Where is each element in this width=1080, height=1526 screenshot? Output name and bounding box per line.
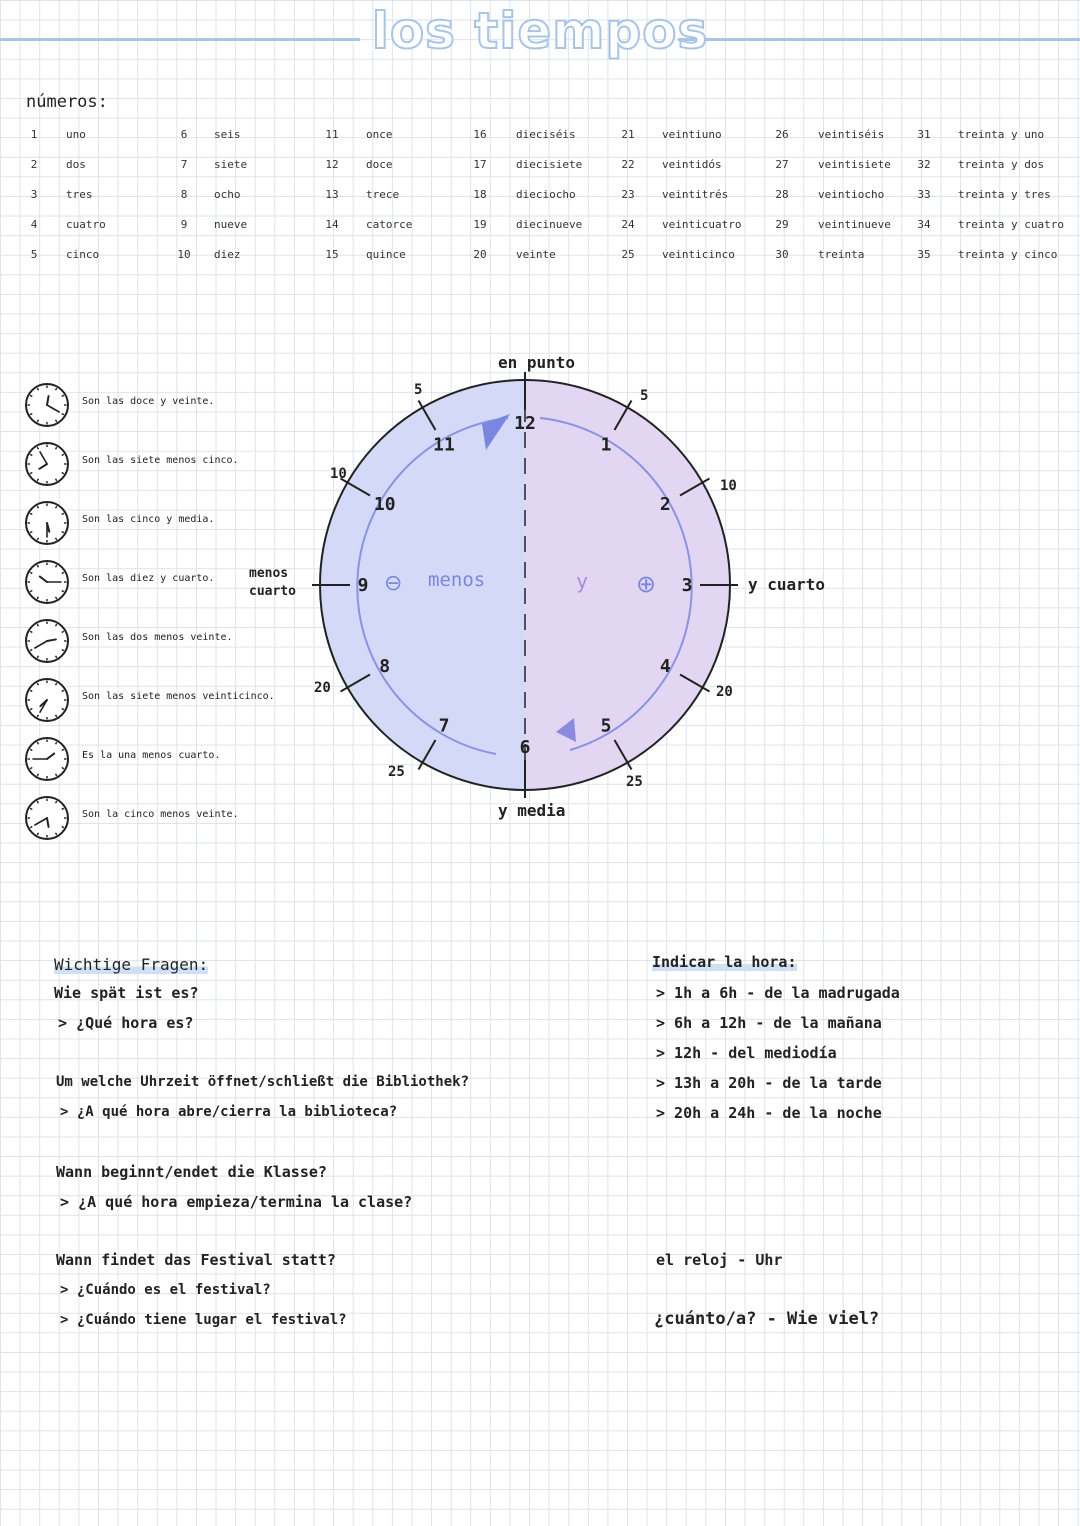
clock-icon (24, 559, 70, 605)
numbers-heading: números: (26, 92, 108, 112)
minus-sign: ⊖ (384, 571, 403, 596)
number-digit: 8 (180, 188, 188, 201)
number-word: veintiséis (818, 128, 885, 141)
label-cuarto: cuarto (249, 584, 296, 599)
hour-label: 1 (600, 434, 612, 456)
number-word: quince (366, 248, 406, 261)
number-word: veinticuatro (662, 218, 742, 231)
clock-icon (24, 736, 70, 782)
number-word: catorce (366, 218, 413, 231)
number-word: cuatro (66, 218, 106, 231)
number-digit: 11 (325, 128, 339, 141)
number-word: trece (366, 188, 400, 201)
q3-de: Wann beginnt/endet die Klasse? (56, 1163, 327, 1181)
hour-label: 5 (600, 715, 612, 737)
number-digit: 6 (180, 128, 188, 141)
hour-label: 6 (519, 737, 531, 758)
number-digit: 7 (180, 158, 188, 171)
number-word: siete (214, 158, 248, 171)
min-5-left: 5 (414, 382, 423, 398)
q4-es1: > ¿Cuándo es el festival? (60, 1282, 271, 1298)
number-digit: 15 (325, 248, 339, 261)
hour-label: 3 (681, 575, 693, 596)
vocab-reloj: el reloj - Uhr (656, 1251, 783, 1269)
minus-half (320, 380, 525, 790)
label-menos: menos (249, 566, 289, 581)
clock-icon (24, 500, 70, 546)
min-5-right: 5 (640, 388, 649, 404)
number-word: seis (214, 128, 241, 141)
number-digit: 28 (775, 188, 789, 201)
indicar-line: > 6h a 12h - de la mañana (656, 1014, 882, 1032)
min-20-left: 20 (314, 680, 331, 696)
min-20-right: 20 (716, 684, 733, 700)
number-digit: 31 (917, 128, 931, 141)
number-digit: 25 (621, 248, 635, 261)
q4-de: Wann findet das Festival statt? (56, 1251, 336, 1269)
clock-icon (24, 795, 70, 841)
clock-text: Son las siete menos veinticinco. (82, 691, 275, 702)
hour-label: 12 (514, 413, 536, 434)
number-word: diecisiete (516, 158, 583, 171)
number-word: veintisiete (818, 158, 891, 171)
number-word: veintiocho (818, 188, 885, 201)
questions-heading: Wichtige Fragen: (54, 955, 209, 974)
number-word: veinte (516, 248, 556, 261)
number-word: diecinueve (516, 218, 583, 231)
number-digit: 14 (325, 218, 339, 231)
min-10-left: 10 (330, 466, 347, 482)
number-word: veintinueve (818, 218, 891, 231)
number-digit: 21 (621, 128, 635, 141)
number-digit: 13 (325, 188, 339, 201)
number-digit: 33 (917, 188, 931, 201)
clock-text: Son las diez y cuarto. (82, 573, 215, 584)
number-word: treinta (818, 248, 865, 261)
number-digit: 24 (621, 218, 635, 231)
number-digit: 1 (30, 128, 38, 141)
indicar-line: > 20h a 24h - de la noche (656, 1104, 882, 1122)
number-digit: 35 (917, 248, 931, 261)
number-word: tres (66, 188, 93, 201)
number-digit: 29 (775, 218, 789, 231)
label-en-punto: en punto (498, 353, 576, 372)
number-word: dieciocho (516, 188, 576, 201)
q2-de: Um welche Uhrzeit öffnet/schließt die Bibliothek? (56, 1074, 470, 1090)
clock-diagram (300, 340, 860, 840)
number-word: veintidós (662, 158, 722, 171)
hour-label: 2 (659, 494, 671, 515)
number-digit: 20 (473, 248, 487, 261)
number-digit: 26 (775, 128, 789, 141)
number-word: veintiuno (662, 128, 722, 141)
number-digit: 22 (621, 158, 635, 171)
q1-es: > ¿Qué hora es? (58, 1014, 194, 1032)
numbers-grid (0, 0, 1080, 280)
number-word: once (366, 128, 393, 141)
clock-text: Es la una menos cuarto. (82, 750, 221, 761)
q3-es: > ¿A qué hora empieza/termina la clase? (60, 1193, 413, 1211)
number-word: treinta y cuatro (958, 218, 1064, 231)
hour-label: 10 (373, 494, 396, 515)
number-word: diez (214, 248, 241, 261)
clock-icon (24, 382, 70, 428)
plus-sign: ⊕ (636, 570, 657, 598)
hour-label: 4 (659, 656, 671, 677)
clock-text: Son las siete menos cinco. (82, 455, 239, 466)
minus-word: menos (428, 569, 486, 591)
clock-text: Son la cinco menos veinte. (82, 809, 239, 820)
number-word: dos (66, 158, 86, 171)
plus-word: y (576, 569, 589, 593)
hour-label: 7 (438, 715, 450, 737)
number-digit: 4 (30, 218, 38, 231)
min-25-left: 25 (388, 764, 405, 780)
number-digit: 3 (30, 188, 38, 201)
clock-icon (24, 441, 70, 487)
number-digit: 18 (473, 188, 487, 201)
number-digit: 10 (177, 248, 191, 261)
number-word: treinta y tres (958, 188, 1051, 201)
number-word: treinta y cinco (958, 248, 1058, 261)
number-word: veinticinco (662, 248, 735, 261)
number-word: ocho (214, 188, 241, 201)
page-title: los tiempos (371, 2, 709, 60)
min-25-right: 25 (626, 774, 643, 790)
q1-de: Wie spät ist es? (54, 984, 199, 1002)
number-word: treinta y dos (958, 158, 1045, 171)
hour-label: 11 (433, 434, 455, 456)
label-y-media: y media (498, 801, 566, 820)
number-word: doce (366, 158, 393, 171)
indicar-line: > 13h a 20h - de la tarde (656, 1074, 882, 1092)
number-word: cinco (66, 248, 100, 261)
number-digit: 23 (621, 188, 635, 201)
number-word: treinta y uno (958, 128, 1045, 141)
number-digit: 17 (473, 158, 487, 171)
number-digit: 12 (325, 158, 339, 171)
label-y-cuarto: y cuarto (748, 575, 826, 594)
number-digit: 27 (775, 158, 789, 171)
hour-label: 9 (357, 575, 369, 596)
indicar-line: > 1h a 6h - de la madrugada (656, 984, 900, 1002)
q2-es: > ¿A qué hora abre/cierra la biblioteca? (60, 1104, 398, 1120)
hour-label: 8 (379, 656, 391, 677)
indicar-line: > 12h - del mediodía (656, 1044, 837, 1062)
min-10-right: 10 (720, 478, 737, 494)
number-digit: 9 (180, 218, 188, 231)
plus-half (525, 380, 730, 790)
number-digit: 2 (30, 158, 38, 171)
clock-text: Son las cinco y media. (82, 514, 215, 525)
number-digit: 30 (775, 248, 789, 261)
clock-icon (24, 618, 70, 664)
number-digit: 19 (473, 218, 487, 231)
clock-text: Son las dos menos veinte. (82, 632, 233, 643)
number-digit: 34 (917, 218, 931, 231)
indicar-heading: Indicar la hora: (652, 953, 797, 971)
number-word: veintitrés (662, 188, 729, 201)
number-digit: 32 (917, 158, 931, 171)
clock-text: Son las doce y veinte. (82, 396, 215, 407)
q4-es2: > ¿Cuándo tiene lugar el festival? (60, 1312, 347, 1328)
number-digit: 5 (30, 248, 38, 261)
number-word: dieciséis (516, 128, 576, 141)
vocab-cuanto: ¿cuánto/a? - Wie viel? (654, 1309, 880, 1329)
number-word: uno (66, 128, 86, 141)
clock-icon (24, 677, 70, 723)
number-digit: 16 (473, 128, 487, 141)
number-word: nueve (214, 218, 248, 231)
